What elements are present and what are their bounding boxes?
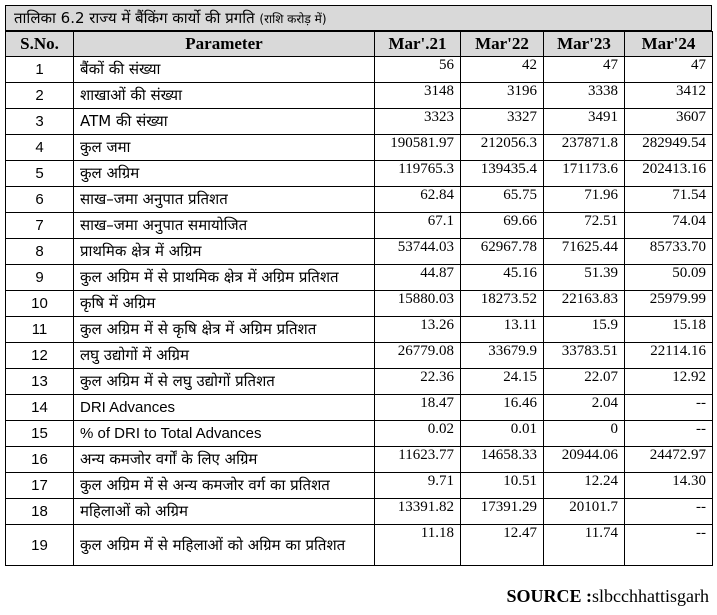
cell-value: -- [625, 499, 713, 525]
table-row [6, 265, 713, 291]
cell-sno: 2 [6, 83, 74, 109]
cell-parameter: कुल अग्रिम में से प्राथमिक क्षेत्र में अग्रिम प्रतिशत [74, 265, 375, 291]
cell-sno: 3 [6, 109, 74, 135]
cell-value: 74.04 [625, 213, 713, 239]
cell-value: 139435.4 [461, 161, 544, 187]
cell-value: 10.51 [461, 473, 544, 499]
table-row [6, 473, 713, 499]
cell-sno: 10 [6, 291, 74, 317]
cell-value: -- [625, 525, 713, 566]
cell-value: 3327 [461, 109, 544, 135]
cell-value: 53744.03 [375, 239, 461, 265]
cell-value: 26779.08 [375, 343, 461, 369]
cell-parameter: साख–जमा अनुपात प्रतिशत [74, 187, 375, 213]
cell-value: 3196 [461, 83, 544, 109]
cell-value: 65.75 [461, 187, 544, 213]
header-row [6, 32, 713, 57]
source-note [507, 586, 709, 607]
cell-parameter: DRI Advances [74, 395, 375, 421]
cell-value: 3338 [544, 83, 625, 109]
source-label: SOURCE : [506, 586, 593, 606]
cell-sno: 7 [6, 213, 74, 239]
cell-value: 20101.7 [544, 499, 625, 525]
cell-value: 13.11 [461, 317, 544, 343]
header-parameter: Parameter [74, 32, 375, 57]
table-row [6, 421, 713, 447]
table-row [6, 395, 713, 421]
cell-value: 22114.16 [625, 343, 713, 369]
cell-value: 14.30 [625, 473, 713, 499]
cell-value: 67.1 [375, 213, 461, 239]
cell-value: 25979.99 [625, 291, 713, 317]
cell-value: 12.24 [544, 473, 625, 499]
cell-sno: 12 [6, 343, 74, 369]
cell-value: 15880.03 [375, 291, 461, 317]
cell-value: 14658.33 [461, 447, 544, 473]
table-unit-note: (राशि करोड़ में) [259, 12, 327, 26]
cell-value: 71625.44 [544, 239, 625, 265]
cell-value: 85733.70 [625, 239, 713, 265]
table-row [6, 343, 713, 369]
cell-value: 62.84 [375, 187, 461, 213]
cell-value: 11623.77 [375, 447, 461, 473]
table-title-text: तालिका 6.2 राज्य में बैंकिंग कार्यो की प्रगति [14, 9, 255, 27]
cell-value: -- [625, 395, 713, 421]
cell-sno: 17 [6, 473, 74, 499]
cell-sno: 8 [6, 239, 74, 265]
cell-value: 282949.54 [625, 135, 713, 161]
cell-value: 44.87 [375, 265, 461, 291]
cell-parameter: बैंकों की संख्या [74, 57, 375, 83]
cell-value: 51.39 [544, 265, 625, 291]
header-sno: S.No. [6, 32, 74, 57]
cell-parameter: कुल अग्रिम में से कृषि क्षेत्र में अग्रिम प्रतिशत [74, 317, 375, 343]
cell-value: 20944.06 [544, 447, 625, 473]
cell-sno: 19 [6, 525, 74, 566]
cell-parameter: प्राथमिक क्षेत्र में अग्रिम [74, 239, 375, 265]
table-row [6, 291, 713, 317]
cell-value: 190581.97 [375, 135, 461, 161]
cell-value: 16.46 [461, 395, 544, 421]
cell-value: 42 [461, 57, 544, 83]
cell-sno: 5 [6, 161, 74, 187]
cell-parameter: कुल अग्रिम में से लघु उद्योगों प्रतिशत [74, 369, 375, 395]
cell-sno: 1 [6, 57, 74, 83]
cell-parameter: कुल अग्रिम में से अन्य कमजोर वर्ग का प्रतिशत [74, 473, 375, 499]
cell-value: 62967.78 [461, 239, 544, 265]
cell-value: 3323 [375, 109, 461, 135]
table-row [6, 369, 713, 395]
cell-sno: 9 [6, 265, 74, 291]
cell-value: 13.26 [375, 317, 461, 343]
cell-value: 47 [544, 57, 625, 83]
cell-sno: 16 [6, 447, 74, 473]
cell-value: 50.09 [625, 265, 713, 291]
cell-value: 24.15 [461, 369, 544, 395]
cell-sno: 14 [6, 395, 74, 421]
cell-value: 3491 [544, 109, 625, 135]
cell-sno: 4 [6, 135, 74, 161]
cell-value: 0.02 [375, 421, 461, 447]
cell-value: 18273.52 [461, 291, 544, 317]
cell-value: 22163.83 [544, 291, 625, 317]
cell-value: 24472.97 [625, 447, 713, 473]
table-row [6, 317, 713, 343]
table-row [6, 239, 713, 265]
cell-value: 0 [544, 421, 625, 447]
cell-value: 69.66 [461, 213, 544, 239]
cell-value: 171173.6 [544, 161, 625, 187]
header-mar22: Mar'22 [461, 32, 544, 57]
cell-value: 9.71 [375, 473, 461, 499]
cell-parameter: कुल अग्रिम में से महिलाओं को अग्रिम का प्रतिशत [74, 525, 375, 566]
cell-value: 22.07 [544, 369, 625, 395]
table-row [6, 161, 713, 187]
cell-parameter: ATM की संख्या [74, 109, 375, 135]
cell-parameter: कुल जमा [74, 135, 375, 161]
cell-value: -- [625, 421, 713, 447]
table-row [6, 187, 713, 213]
cell-value: 237871.8 [544, 135, 625, 161]
cell-value: 0.01 [461, 421, 544, 447]
table-row [6, 499, 713, 525]
cell-value: 17391.29 [461, 499, 544, 525]
cell-parameter: लघु उद्योगों में अग्रिम [74, 343, 375, 369]
table-row [6, 83, 713, 109]
cell-parameter: शाखाओं की संख्या [74, 83, 375, 109]
cell-value: 15.18 [625, 317, 713, 343]
cell-sno: 15 [6, 421, 74, 447]
table-row [6, 525, 713, 566]
cell-value: 13391.82 [375, 499, 461, 525]
cell-value: 18.47 [375, 395, 461, 421]
table-row [6, 135, 713, 161]
header-mar21: Mar'.21 [375, 32, 461, 57]
cell-value: 47 [625, 57, 713, 83]
cell-value: 15.9 [544, 317, 625, 343]
table-row [6, 213, 713, 239]
banking-progress-table [5, 31, 713, 566]
cell-value: 11.74 [544, 525, 625, 566]
source-value: slbcchhattisgarh [592, 586, 709, 606]
cell-sno: 11 [6, 317, 74, 343]
header-mar24: Mar'24 [625, 32, 713, 57]
header-mar23: Mar'23 [544, 32, 625, 57]
table-row [6, 57, 713, 83]
cell-value: 2.04 [544, 395, 625, 421]
cell-parameter: कृषि में अग्रिम [74, 291, 375, 317]
cell-value: 12.47 [461, 525, 544, 566]
table-body [6, 57, 713, 566]
cell-value: 71.96 [544, 187, 625, 213]
cell-sno: 18 [6, 499, 74, 525]
cell-sno: 13 [6, 369, 74, 395]
table-title [5, 5, 712, 31]
cell-parameter: साख–जमा अनुपात समायोजित [74, 213, 375, 239]
cell-parameter: कुल अग्रिम [74, 161, 375, 187]
cell-value: 22.36 [375, 369, 461, 395]
table-row [6, 447, 713, 473]
cell-value: 11.18 [375, 525, 461, 566]
cell-value: 72.51 [544, 213, 625, 239]
table-row [6, 109, 713, 135]
cell-value: 71.54 [625, 187, 713, 213]
cell-value: 119765.3 [375, 161, 461, 187]
cell-value: 56 [375, 57, 461, 83]
cell-parameter: महिलाओं को अग्रिम [74, 499, 375, 525]
cell-value: 3412 [625, 83, 713, 109]
cell-value: 33679.9 [461, 343, 544, 369]
cell-sno: 6 [6, 187, 74, 213]
cell-value: 45.16 [461, 265, 544, 291]
cell-value: 12.92 [625, 369, 713, 395]
cell-parameter: अन्य कमजोर वर्गों के लिए अग्रिम [74, 447, 375, 473]
cell-value: 3607 [625, 109, 713, 135]
cell-parameter: % of DRI to Total Advances [74, 421, 375, 447]
cell-value: 33783.51 [544, 343, 625, 369]
cell-value: 3148 [375, 83, 461, 109]
cell-value: 212056.3 [461, 135, 544, 161]
cell-value: 202413.16 [625, 161, 713, 187]
